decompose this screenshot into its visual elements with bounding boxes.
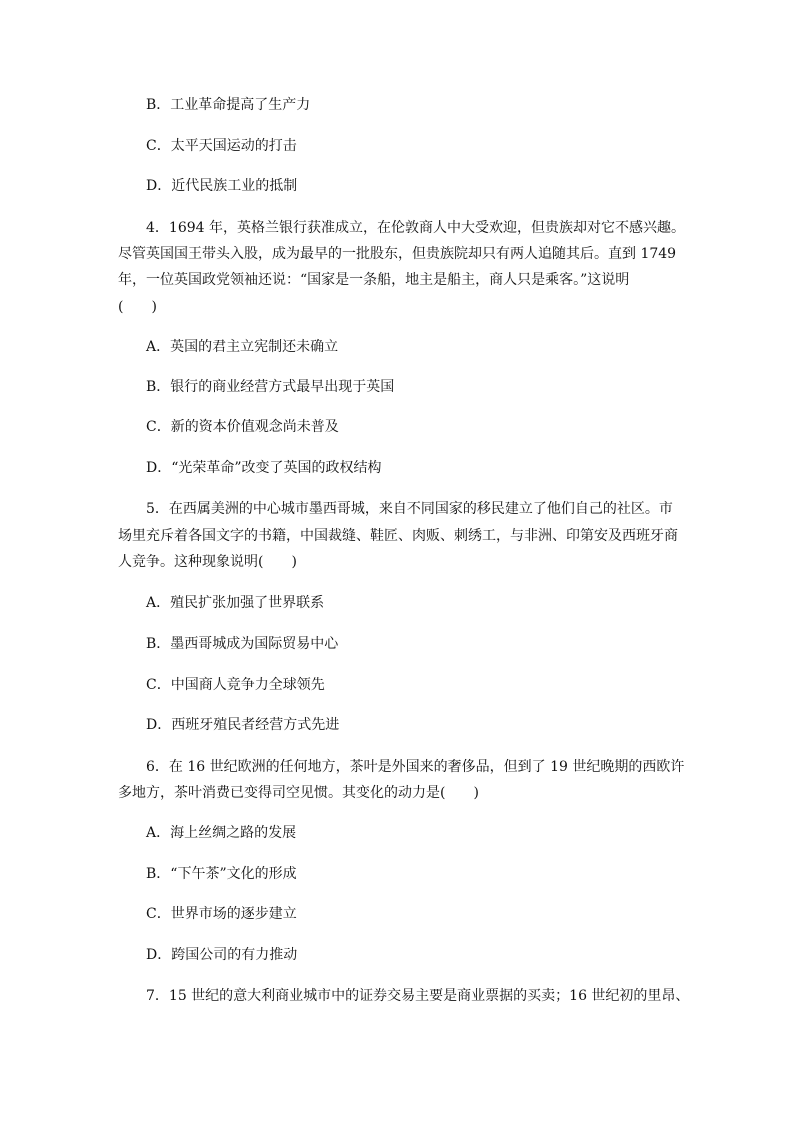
q4-option-d: D．“光荣革命”改变了英国的政权结构 [146,460,382,476]
q6-stem-line-1: 6．在 16 世纪欧洲的任何地方，茶叶是外国来的奢侈品，但到了 19 世纪晚期的西欧许 [146,759,685,775]
q3-option-c: C．太平天国运动的打击 [146,138,297,154]
q4-stem-line-1: 4．1694 年，英格兰银行获准成立，在伦敦商人中大受欢迎，但贵族却对它不感兴趣。 [146,220,685,236]
q5-option-c: C．中国商人竞争力全球领先 [146,677,325,693]
q5-option-d: D．西班牙殖民者经营方式先进 [146,717,340,733]
q5-stem-line-3: 人竞争。这种现象说明( ) [118,554,297,570]
q6-option-c: C．世界市场的逐步建立 [146,906,297,922]
q4-stem-line-2: 尽管英国国王带头入股，成为最早的一批股东，但贵族院却只有两人追随其后。直到 1749 [118,246,677,262]
q3-option-d: D．近代民族工业的抵制 [146,178,298,194]
q3-option-b: B．工业革命提高了生产力 [146,97,311,113]
q7-stem-line-1: 7．15 世纪的意大利商业城市中的证券交易主要是商业票据的买卖；16 世纪初的里昂、 [146,988,690,1004]
q4-option-a: A．英国的君主立宪制还未确立 [146,339,339,355]
q6-option-a: A．海上丝绸之路的发展 [146,825,297,841]
q4-option-b: B．银行的商业经营方式最早出现于英国 [146,379,395,395]
q5-option-a: A．殖民扩张加强了世界联系 [146,595,325,611]
q5-stem-line-1: 5．在西属美洲的中心城市墨西哥城，来自不同国家的移民建立了他们自己的社区。市 [146,501,673,517]
q4-answer-blank: ( ) [118,299,157,315]
q5-option-b: B．墨西哥城成为国际贸易中心 [146,636,339,652]
q6-option-b: B．“下午茶”文化的形成 [146,866,297,882]
q6-stem-line-2: 多地方，茶叶消费已变得司空见惯。其变化的动力是( ) [118,785,479,801]
q6-option-d: D．跨国公司的有力推动 [146,947,298,963]
q4-stem-line-3: 年，一位英国政党领袖还说：“国家是一条船，地主是船主，商人只是乘客。”这说明 [118,272,630,288]
q4-option-c: C．新的资本价值观念尚未普及 [146,419,339,435]
q5-stem-line-2: 场里充斥着各国文字的书籍，中国裁缝、鞋匠、肉贩、刺绣工，与非洲、印第安及西班牙商 [118,528,678,544]
